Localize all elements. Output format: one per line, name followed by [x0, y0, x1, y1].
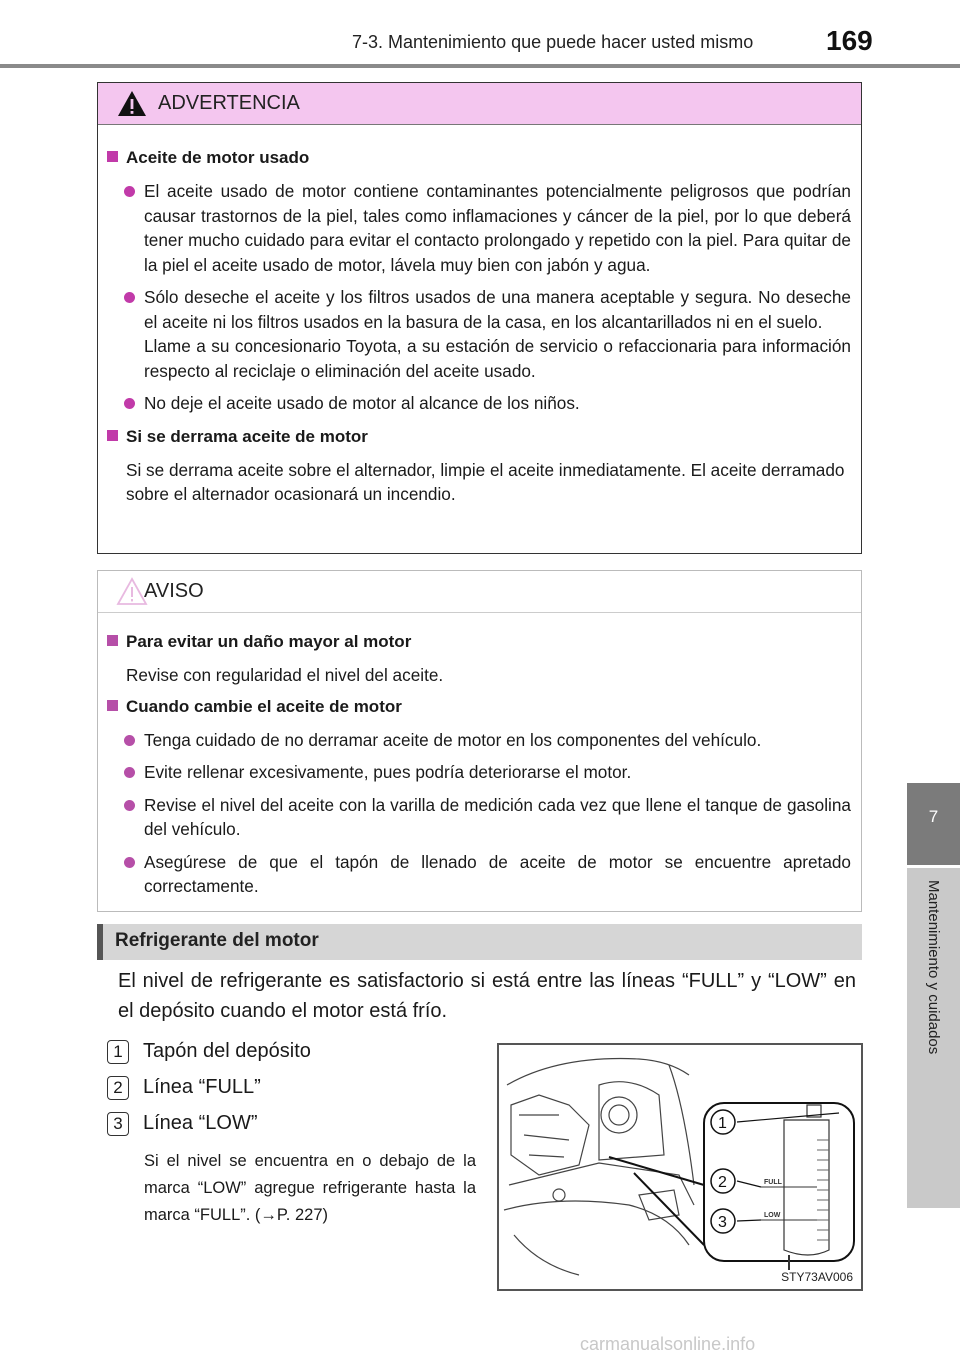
section-title: 7-3. Mantenimiento que puede hacer usted mismo — [352, 32, 754, 52]
number-badge: 1 — [107, 1040, 129, 1064]
legend-label: Tapón del depósito — [143, 1040, 311, 1062]
coolant-reservoir-figure — [497, 1043, 863, 1291]
round-bullet-icon — [124, 767, 135, 778]
notice-section-heading: Para evitar un daño mayor al motor — [106, 629, 853, 655]
round-bullet-icon — [124, 857, 135, 868]
round-bullet-icon — [124, 292, 135, 303]
engine-bay-illustration — [499, 1045, 861, 1289]
warning-box — [97, 82, 862, 554]
warning-header — [98, 83, 861, 125]
warning-triangle-icon — [116, 89, 148, 119]
warning-bullet: Sólo deseche el aceite y los filtros usados de una manera aceptable y segura. No deseche el aceite ni los filtros usados en la basura de la casa, en los alcantarillados ni en el suelo. Llame a su concesionario Toyota, a su estación de servicio o refaccionaria para información respecto al reciclaje o eliminación del aceite usado. — [106, 285, 853, 383]
notice-header — [98, 571, 861, 613]
warning-bullet-continuation: Llame a su concesionario Toyota, a su estación de servicio o refaccionaria para información respecto al reciclaje o eliminación del aceite usado. — [144, 336, 851, 381]
warning-bullet: El aceite usado de motor contiene contaminantes potencialmente peligrosos que podrían causar trastornos de la piel, tales como inflamaciones y cáncer de la piel, por lo que deberá tener mucho cuidado para evitar el contacto prolongado y repetido con la piel. Para quitar de la piel el aceite usado de motor, lávela muy bien con jabón y agua. — [106, 179, 853, 277]
notice-bullet: Evite rellenar excesivamente, pues podría deteriorarse el motor. — [106, 760, 853, 785]
warning-section-heading: Aceite de motor usado — [106, 145, 853, 171]
legend-label: Línea “LOW” — [143, 1112, 258, 1134]
coolant-note: Si el nivel se encuentra en o debajo de la marca “LOW” agregue refrigerante hasta la marca “FULL”. (→P. 227) — [144, 1152, 476, 1224]
notice-title: AVISO — [144, 580, 204, 602]
notice-box — [97, 570, 862, 912]
callout-3-label: 3 — [718, 1214, 727, 1231]
square-bullet-icon — [107, 430, 118, 441]
callout-2-label: 2 — [718, 1174, 727, 1191]
chapter-tab: 7 — [907, 783, 960, 865]
figure-code: STY73AV006 — [781, 1270, 853, 1284]
notice-bullet: Asegúrese de que el tapón de llenado de aceite de motor se encuentre apretado correctamente. — [106, 850, 853, 899]
coolant-intro: El nivel de refrigerante es satisfactorio si está entre las líneas “FULL” y “LOW” en el depósito cuando el motor está frío. — [118, 970, 856, 1022]
square-bullet-icon — [107, 700, 118, 711]
round-bullet-icon — [124, 735, 135, 746]
square-bullet-icon — [107, 635, 118, 646]
legend-label: Línea “FULL” — [143, 1076, 261, 1098]
chapter-label: Mantenimiento y cuidados — [925, 880, 942, 1055]
number-badge: 3 — [107, 1112, 129, 1136]
coolant-heading: Refrigerante del motor — [115, 930, 319, 951]
banner-accent-bar — [97, 924, 103, 960]
number-badge: 2 — [107, 1076, 129, 1100]
header-rule — [0, 64, 960, 68]
coolant-section-banner — [97, 924, 862, 960]
round-bullet-icon — [124, 800, 135, 811]
page-number: 169 — [826, 25, 873, 56]
watermark: carmanualsonline.info — [580, 1334, 756, 1354]
notice-bullet: Tenga cuidado de no derramar aceite de motor en los componentes del vehículo. — [106, 728, 853, 753]
warning-title: ADVERTENCIA — [158, 92, 300, 114]
round-bullet-icon — [124, 186, 135, 197]
warning-paragraph: Si se derrama aceite sobre el alternador, limpie el aceite inmediatamente. El aceite derramado sobre el alternador ocasionará un incendio. — [126, 459, 845, 504]
notice-section-heading: Cuando cambie el aceite de motor — [106, 694, 853, 720]
warning-section-heading: Si se derrama aceite de motor — [106, 424, 853, 450]
notice-bullet: Revise el nivel del aceite con la varilla de medición cada vez que llene el tanque de gasolina del vehículo. — [106, 793, 853, 842]
round-bullet-icon — [124, 398, 135, 409]
full-line-label: FULL — [764, 1179, 782, 1186]
notice-paragraph: Revise con regularidad el nivel del aceite. — [126, 665, 444, 685]
callout-1-label: 1 — [718, 1115, 727, 1132]
square-bullet-icon — [107, 151, 118, 162]
low-line-label: LOW — [764, 1212, 781, 1219]
warning-bullet: No deje el aceite usado de motor al alcance de los niños. — [106, 391, 853, 416]
